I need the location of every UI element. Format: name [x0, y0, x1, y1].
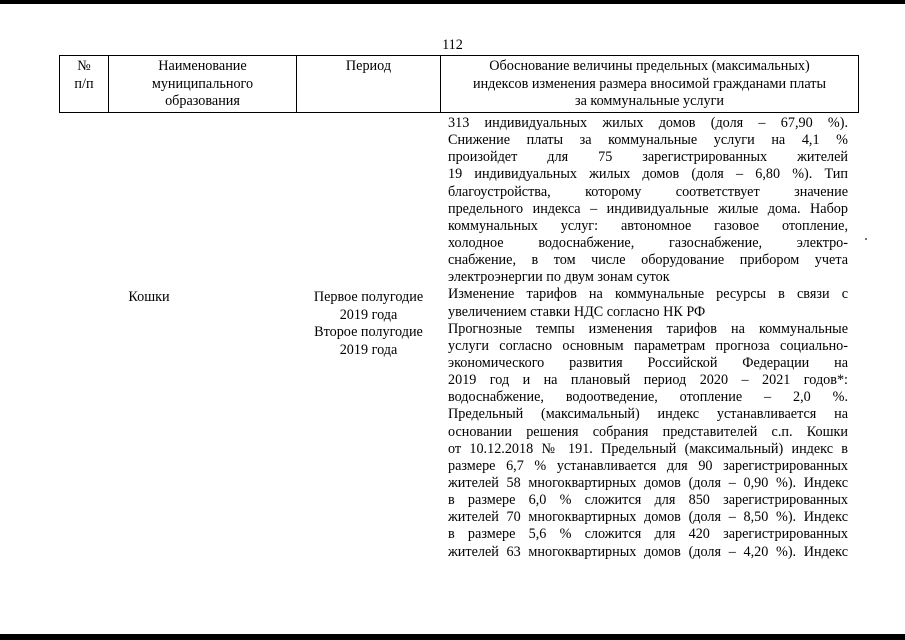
- bottom-border: [0, 634, 905, 640]
- table-top-rule: [59, 55, 859, 56]
- justification-line: 19 индивидуальных жилых домов (доля – 6,80 %). Тип: [448, 166, 848, 183]
- justification-line: произойдет для 75 зарегистрированных жителей: [448, 149, 848, 166]
- justification-line: в размере 6,0 % сложится для 850 зарегистрированных: [448, 492, 848, 509]
- header-number-line: №: [77, 58, 91, 74]
- table-header-bottom-rule: [59, 112, 859, 113]
- period-line: Второе полугодие: [314, 324, 423, 341]
- header-municipality: [109, 58, 296, 111]
- justification-line: увеличением ставки НДС согласно НК РФ: [448, 303, 706, 320]
- justification-text: [448, 115, 848, 561]
- header-period-line: Период: [345, 58, 392, 74]
- header-justification-line: Обоснование величины предельных (максимальных): [489, 58, 810, 74]
- period-line: 2019 года: [339, 341, 398, 358]
- justification-line: благоустройства, которому соответствует значение: [448, 183, 848, 200]
- header-period: [297, 58, 440, 76]
- table-border-right: [858, 55, 859, 113]
- header-municipality-line: Наименование: [158, 58, 247, 74]
- header-justification-line: за коммунальные услуги: [574, 93, 724, 110]
- scan-speck: [865, 238, 867, 240]
- top-border: [0, 0, 905, 4]
- page-number: 112: [442, 37, 463, 53]
- justification-line: от 10.12.2018 № 191. Предельный (максимальный) индекс в: [448, 440, 848, 457]
- municipality-name: Кошки: [128, 289, 170, 305]
- justification-line: холодное водоснабжение, газоснабжение, электро-: [448, 234, 848, 251]
- period-cell: [297, 289, 440, 359]
- justification-line: Предельный (максимальный) индекс устанавливается на: [448, 406, 848, 423]
- justification-line: электроэнергии по двум зонам суток: [448, 269, 670, 286]
- justification-line: в размере 5,6 % сложится для 420 зарегистрированных: [448, 526, 848, 543]
- justification-line: предельного индекса – индивидуальные жилые дома. Набор: [448, 200, 848, 217]
- header-number-line: п/п: [74, 75, 94, 92]
- period-line: Первое полугодие: [313, 289, 424, 305]
- header-municipality-line: муниципального: [151, 75, 254, 92]
- justification-line: коммунальных услуг: автономное газовое отопление,: [448, 217, 848, 234]
- justification-line: размере 6,7 % устанавливается для 90 зарегистрированных: [448, 457, 848, 474]
- justification-line: жителей 58 многоквартирных домов (доля – 0,90 %). Индекс: [448, 474, 848, 491]
- justification-line: Снижение платы за коммунальные услуги на 4,1 %: [448, 132, 848, 149]
- header-municipality-line: образования: [165, 93, 240, 110]
- justification-line: жителей 63 многоквартирных домов (доля – 4,20 %). Индекс: [448, 543, 848, 560]
- period-line: 2019 года: [339, 306, 398, 323]
- justification-line: 313 индивидуальных жилых домов (доля – 67,90 %).: [448, 115, 848, 131]
- justification-line: услуги согласно основным параметрам прогноза социально-: [448, 337, 848, 354]
- header-justification-line: индексов изменения размера вносимой гражданами платы: [472, 75, 826, 92]
- justification-line: основании решения собрания представителей с.п. Кошки: [448, 423, 848, 440]
- justification-line: 2019 год и на плановый период 2020 – 2021 годов*:: [448, 372, 848, 389]
- header-justification: [441, 58, 858, 111]
- justification-line: экономического развития Российской Федерации на: [448, 354, 848, 371]
- justification-line: водоснабжение, водоотведение, отопление – 2,0 %.: [448, 389, 848, 406]
- justification-line: Прогнозные темпы изменения тарифов на коммунальные: [448, 320, 848, 337]
- header-number: [60, 58, 108, 93]
- justification-line: жителей 70 многоквартирных домов (доля – 8,50 %). Индекс: [448, 509, 848, 526]
- justification-line: Изменение тарифов на коммунальные ресурсы в связи с: [448, 286, 848, 303]
- justification-line: снабжение, в том числе оборудование прибором учета: [448, 252, 848, 269]
